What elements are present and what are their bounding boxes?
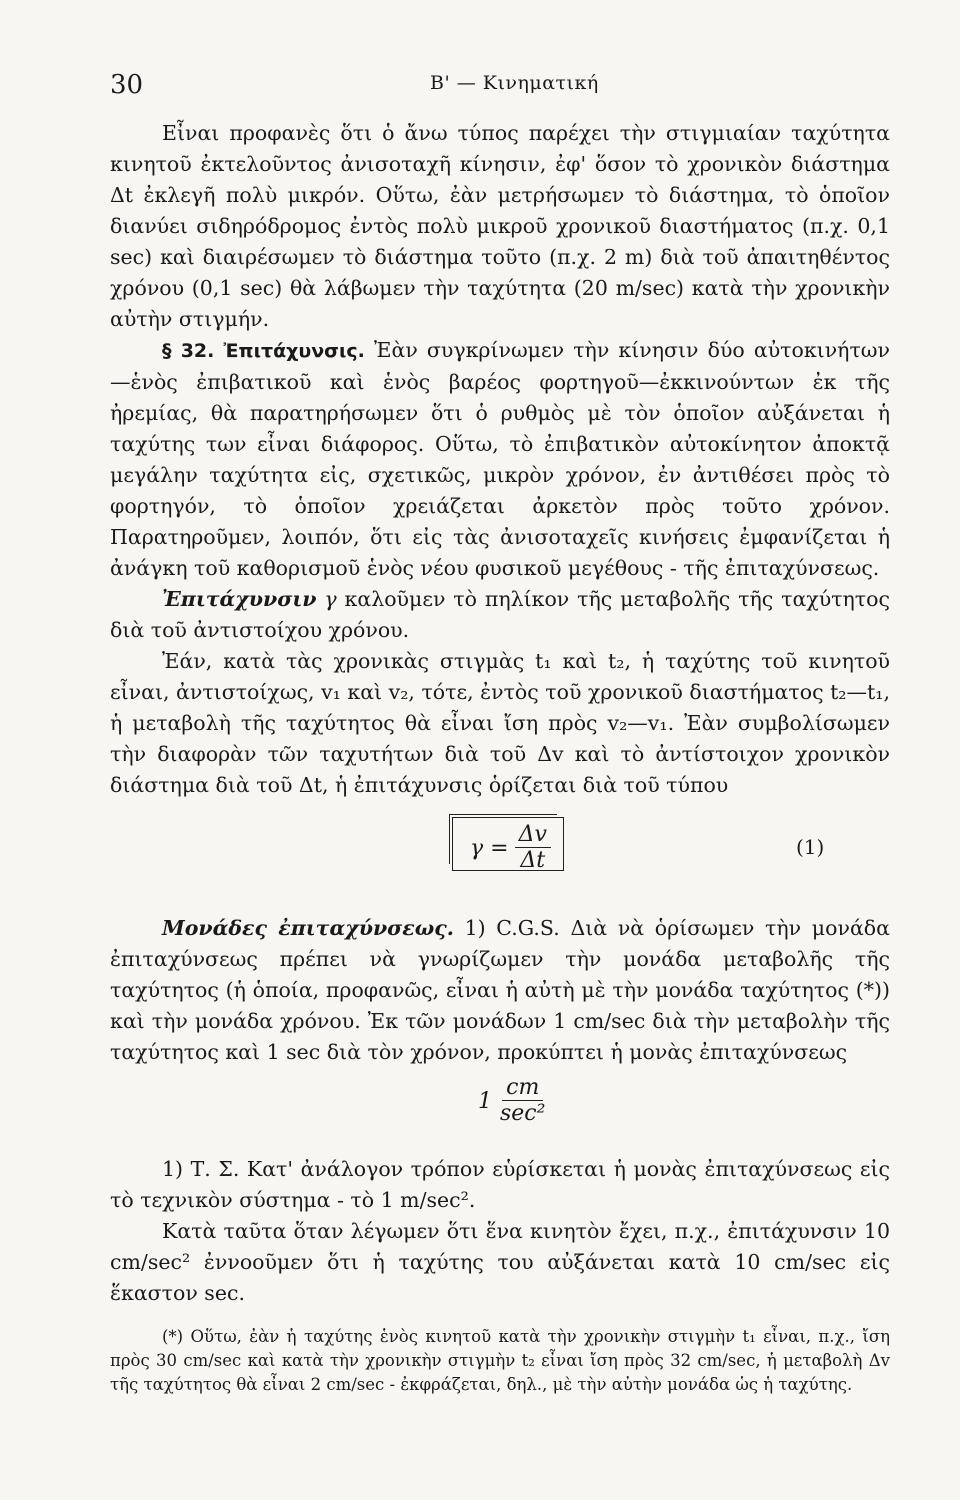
paragraph-example: Κατὰ ταῦτα ὅταν λέγωμεν ὅτι ἕνα κινητὸν ἔχει, π.χ., ἐπιτάχυνσιν 10 cm/sec² ἐννοοῦμεν ὅτι ἡ ταχύτης του αὐξάνεται κατὰ 10 cm/sec εἰς ἕκαστον sec. xyxy=(110,1219,890,1305)
units-heading: Μονάδες ἐπιταχύνσεως. xyxy=(162,916,454,940)
section-number: § 32. xyxy=(162,340,215,362)
unit-denominator: sec² xyxy=(500,1101,546,1126)
section-text: Ἐὰν συγκρίνωμεν τὴν κίνησιν δύο αὐτοκινήτων —ἑνὸς ἐπιβατικοῦ καὶ ἑνὸς βαρέος φορτηγοῦ—ἐκκινούντων ἐκ τῆς ἠρεμίας, θὰ παρατηρήσωμεν ὅτι ὁ ρυθμὸς μὲ τὸν ὁποῖον αὐξάνεται ἡ ταχύτης των εἶναι διάφορος. Οὕτω, τὸ ἐπιβατικὸν αὐτοκίνητον ἀποκτᾷ μεγάλην ταχύτητα εἰς, σχετικῶς, μικρὸν χρόνον, ἐν ἀντιθέσει πρὸς τὸ φορτηγόν, τὸ ὁποῖον χρειάζεται ἀρκετὸν πρὸς τοῦτο χρόνον. Παρατηροῦμεν, λοιπόν, ὅτι εἰς τὰς ἀνισοταχεῖς κινήσεις ἐμφανίζεται ἡ ἀνάγκη τοῦ καθορισμοῦ ἑνὸς νέου φυσικοῦ μεγέθους - τῆς ἐπιταχύνσεως. xyxy=(110,338,890,580)
footnote-text: (*) Οὕτω, ἐὰν ἡ ταχύτης ἑνὸς κινητοῦ κατὰ τὴν χρονικὴν στιγμὴν t₁ εἶναι, π.χ., ἴση πρὸς 30 cm/sec καὶ κατὰ τὴν χρονικὴν στιγμὴν t₂ εἶναι ἴση πρὸς 32 cm/sec, ἡ μεταβολὴ Δv τῆς ταχύτητος θὰ εἶναι 2 cm/sec - ἐκφράζεται, δηλ., μὲ τὴν αὐτὴν μονάδα ὡς ἡ ταχύτης. xyxy=(110,1327,890,1394)
paragraph-instantaneous-velocity: Εἶναι προφανὲς ὅτι ὁ ἄνω τύπος παρέχει τὴν στιγμιαίαν ταχύτητα κινητοῦ ἐκτελοῦντος ἀνισοταχῆ κίνησιν, ἐφ' ὅσον τὸ χρονικὸν διάστημα Δt ἐκλεγῆ πολὺ μικρόν. Οὕτω, ἐὰν μετρήσωμεν τὸ διάστημα, τὸ ὁποῖον διανύει σιδηρόδρομος ἐντὸς πολὺ μικροῦ χρονικοῦ διαστήματος (π.χ. 0,1 sec) καὶ διαιρέσωμεν τὸ διάστημα τοῦτο (π.χ. 2 m) διὰ τοῦ ἀπαιτηθέντος χρόνου (0,1 sec) θὰ λάβωμεν τὴν ταχύτητα (20 m/sec) κατὰ τὴν χρονικὴν αὐτὴν στιγμήν. xyxy=(110,121,890,331)
section-title: Ἐπιτάχυνσις. xyxy=(223,340,365,362)
formula-fraction xyxy=(515,823,551,874)
definition-symbol: γ xyxy=(324,587,337,611)
formula-numerator: Δv xyxy=(515,823,551,848)
unit-coefficient: 1 xyxy=(478,1089,492,1114)
page-body xyxy=(110,118,890,1397)
definition-term: Ἐπιτάχυνσιν xyxy=(162,587,317,611)
section-32-paragraph xyxy=(110,335,890,584)
acceleration-formula-block xyxy=(110,813,890,909)
unit-formula xyxy=(478,1076,545,1127)
paragraph-technical-system: 1) Τ. Σ. Κατ' ἀνάλογον τρόπον εὑρίσκεται ἡ μονὰς ἐπιταχύνσεως εἰς τὸ τεχνικὸν σύστημα - τὸ 1 m/sec². xyxy=(110,1157,890,1212)
paragraph-velocity-change: Ἐάν, κατὰ τὰς χρονικὰς στιγμὰς t₁ καὶ t₂, ἡ ταχύτης τοῦ κινητοῦ εἶναι, ἀντιστοίχως, v₁ καὶ v₂, τότε, ἐντὸς τοῦ χρονικοῦ διαστήματος t₂—t₁, ἡ μεταβολὴ τῆς ταχύτητος θὰ εἶναι ἴση πρὸς v₂—v₁. Ἐὰν συμβολίσωμεν τὴν διαφορὰν τῶν ταχυτήτων διὰ τοῦ Δv καὶ τὸ ἀντίστοιχον χρονικὸν διάστημα διὰ τοῦ Δt, ἡ ἐπιτάχυνσις ὁρίζεται διὰ τοῦ τύπου xyxy=(110,649,890,797)
acceleration-formula xyxy=(470,823,551,874)
page-number: 30 xyxy=(110,70,144,100)
unit-fraction xyxy=(500,1076,545,1127)
units-paragraph xyxy=(110,913,890,1068)
definition-paragraph xyxy=(110,584,890,646)
footnote xyxy=(110,1325,890,1397)
formula-lhs: γ = xyxy=(470,836,509,861)
definition-text: καλοῦμεν τὸ πηλίκον τῆς μεταβολῆς τῆς ταχύτητος διὰ τοῦ ἀντιστοίχου χρόνου. xyxy=(110,587,890,642)
units-text: 1) C.G.S. Διὰ νὰ ὁρίσωμεν τὴν μονάδα ἐπιταχύνσεως πρέπει νὰ γνωρίζωμεν τὴν μονάδα μεταβολῆς τῆς ταχύτητος (ἡ ὁποία, προφανῶς, εἶναι ἡ αὐτὴ μὲ τὴν μονάδα ταχύτητος (*)) καὶ τὴν μονάδα χρόνου. Ἐκ τῶν μονάδων 1 cm/sec διὰ τὴν μεταβολὴν τῆς ταχύτητος καὶ 1 sec διὰ τὸν χρόνον, προκύπτει ἡ μονὰς ἐπιταχύνσεως xyxy=(110,916,890,1064)
page-header xyxy=(110,70,890,110)
unit-formula-block xyxy=(110,1068,890,1154)
unit-numerator: cm xyxy=(502,1076,543,1101)
formula-denominator: Δt xyxy=(520,848,546,873)
running-head: B' — Κινηματική xyxy=(430,72,599,94)
equation-number: (1) xyxy=(796,835,825,859)
